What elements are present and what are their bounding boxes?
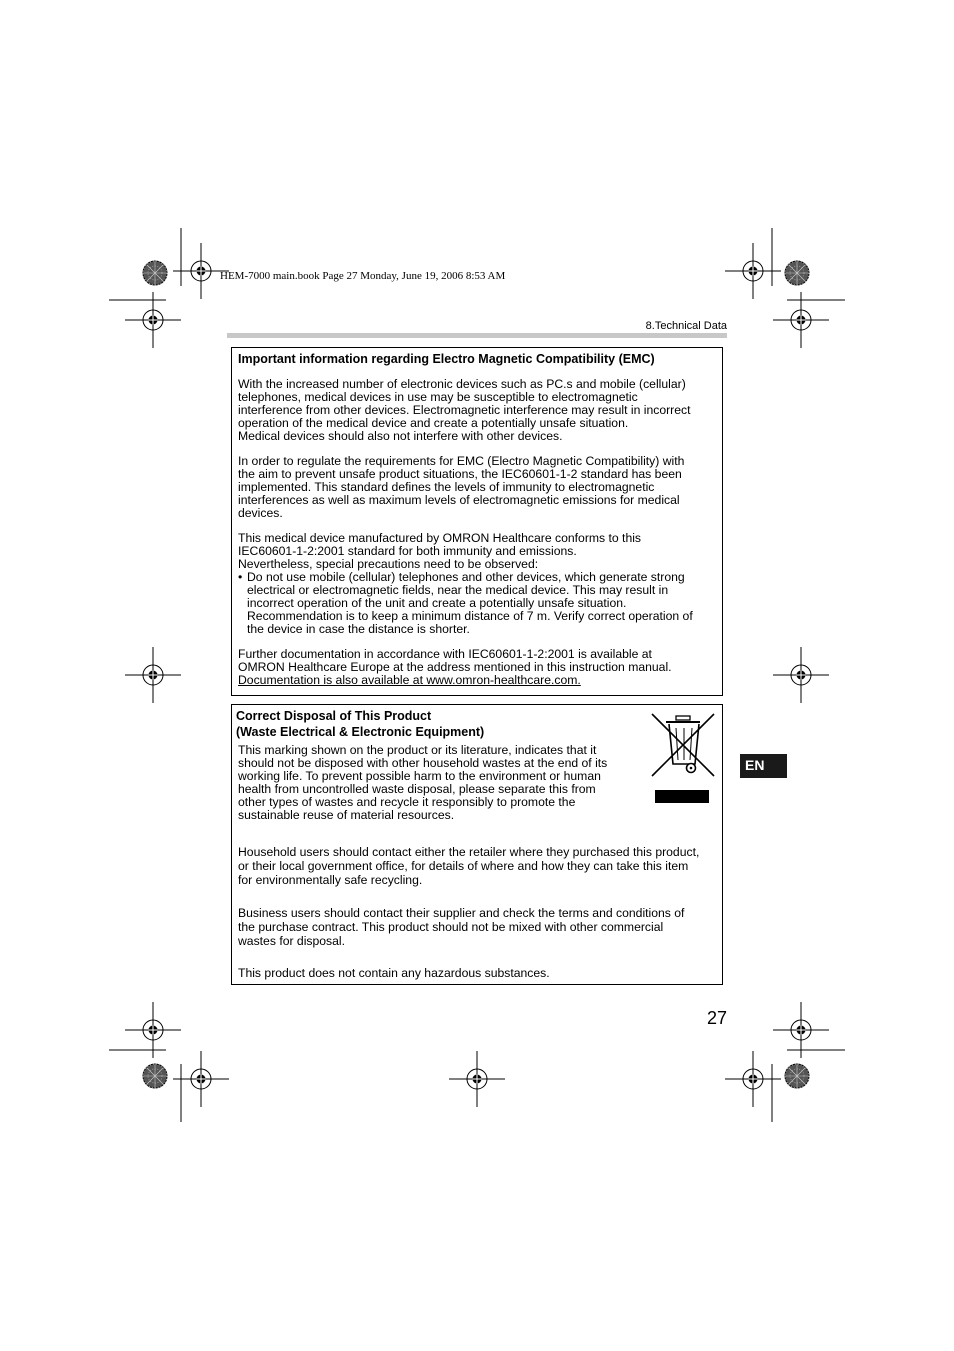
emc-paragraph-3: This medical device manufactured by OMRON Healthcare conforms to this IEC60601-1-2:2001 standard for both immunity and emissions. Nevertheless, special precautions need to be observed: (238, 531, 642, 571)
language-tab-en: EN (740, 754, 787, 778)
header-bar (227, 333, 727, 338)
weee-title-line-2: (Waste Electrical & Electronic Equipment) (236, 725, 485, 739)
weee-title-line-1: Correct Disposal of This Product (236, 709, 432, 723)
bin-underline-bar (655, 790, 709, 803)
crossed-bin-icon (650, 712, 716, 780)
emc-bullet-text: Do not use mobile (cellular) telephones and other devices, which generate strong electrical or electromagnetic fields, near the medical device. This may result in incorrect operation of the unit and create a potentially unsafe situation. Recommendation is to keep a minimum distance of 7 m. Verify correct operation of the device in case the distance is shorter. (247, 570, 693, 636)
section-label: 8.Technical Data (645, 320, 727, 332)
emc-title: Important information regarding Electro Magnetic Compatibility (EMC) (238, 352, 655, 366)
emc-paragraph-2: In order to regulate the requirements for EMC (Electro Magnetic Compatibility) with the aim to prevent unsafe product situations, the IEC60601-1-2 standard has been implemented. This standard defines the levels of immunity to electromagnetic interferences as well as maximum levels of electromagnetic emissions for medical devices. (238, 454, 685, 520)
weee-paragraph-2: Household users should contact either the retailer where they purchased this product, or their local government office, for details of where and how they can take this item for environmentally safe recycling. (238, 845, 700, 887)
emc-website-line: Documentation is also available at www.omron-healthcare.com. (238, 673, 581, 687)
emc-paragraph-1: With the increased number of electronic devices such as PC.s and mobile (cellular) telephones, medical devices in use may be susceptible to electromagnetic interference from other devices. Electromagnetic interference may result in incorrect operation of the medical device and create a potentially unsafe situation. Medical devices should also not interfere with other devices. (238, 377, 691, 443)
weee-paragraph-3: Business users should contact their supplier and check the terms and conditions of the purchase contract. This product should not be mixed with other commercial wastes for disposal. (238, 906, 685, 948)
page-number: 27 (706, 1008, 727, 1028)
weee-paragraph-1: This marking shown on the product or its literature, indicates that it should not be disposed with other household wastes at the end of its working life. To prevent possible harm to the environment or human health from uncontrolled waste disposal, please separate this from other types of wastes and recycle it responsibly to promote the sustainable reuse of material resources. (238, 743, 608, 822)
bullet-mark: • (238, 570, 243, 584)
emc-info-box (231, 347, 723, 696)
print-header: HEM-7000 main.book Page 27 Monday, June 19, 2006 8:53 AM (220, 270, 506, 282)
weee-paragraph-4: This product does not contain any hazardous substances. (238, 966, 550, 980)
emc-paragraph-4: Further documentation in accordance with IEC60601-1-2:2001 is available at OMRON Healthcare Europe at the address mentioned in this instruction manual. (238, 647, 672, 674)
